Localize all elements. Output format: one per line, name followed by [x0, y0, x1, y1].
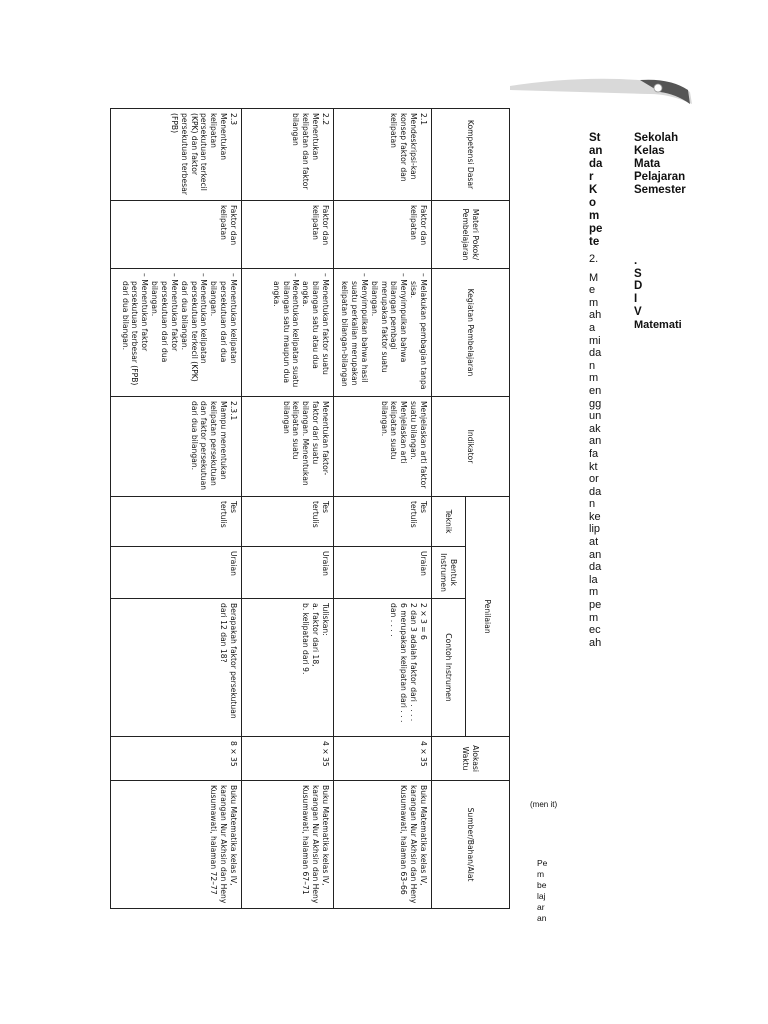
materi-cell: Faktor dan kelipatan	[111, 201, 242, 269]
pembelajaran-char: laj	[537, 891, 546, 901]
body-char: kt	[589, 460, 598, 473]
bentuk-cell: Uraian	[111, 547, 242, 599]
kd-number: 2.3	[229, 113, 238, 126]
kd-number: 2.2	[321, 113, 330, 126]
kd-cell	[111, 109, 242, 201]
kegiatan-item: – Melakukan pembagian tanpa sisa.	[408, 273, 428, 392]
header-kegiatan-pembelajaran: Kegiatan Pembelajaran	[432, 269, 510, 397]
kd-text: Mendeskripsi-kan konsep faktor dan kelipatan	[389, 113, 419, 182]
standar-number: 2.	[589, 253, 599, 265]
kegiatan-cell	[242, 269, 334, 397]
kegiatan-item: – Menentukan kelipatan persekutuan dari dua bilangan.	[208, 273, 238, 392]
body-char: m	[589, 372, 599, 385]
pembelajaran-vertical-text	[537, 858, 555, 924]
heading-char: St	[589, 132, 601, 144]
value-char: D	[634, 280, 643, 293]
body-char: or	[589, 473, 599, 486]
sumber-cell: Buku Matematika kelas IV, karangan Nur Akhsin dan Heny Kusumawati, halaman 72–77	[111, 781, 242, 909]
kegiatan-item: – Menentukan kelipatan persekutuan terkecil (KPK) dari dua bilangan.	[179, 273, 209, 392]
body-char: a	[589, 321, 596, 334]
heading-char: o	[589, 197, 597, 209]
header-contoh-instrumen: Contoh Instrumen	[432, 599, 466, 737]
pembelajaran-char: an	[537, 913, 547, 923]
indikator-cell	[111, 397, 242, 497]
header-sumber-bahan-alat: Sumber/Bahan/Alat	[432, 781, 510, 909]
pembelajaran-char: ar	[537, 902, 545, 912]
value-char: V	[634, 305, 642, 318]
sumber-cell: Buku Matematika kelas IV, karangan Nur Akhsin dan Heny Kusumawati, halaman 67–71	[242, 781, 334, 909]
value-char: S	[634, 267, 642, 280]
indikator-number: 2.3.1	[229, 401, 238, 421]
body-char: ah	[589, 636, 602, 649]
label-kelas: Kelas	[634, 145, 665, 157]
header-materi-pokok: Materi Pokok/ Pembelajaran	[432, 201, 510, 269]
contoh-cell: Berapakah faktor persekutuan dari 12 dan 18?	[111, 599, 242, 737]
table-row	[334, 109, 432, 909]
standar-kompetensi-heading	[589, 132, 609, 249]
heading-char: pe	[589, 223, 603, 235]
indikator-cell: Menjelaskan arti faktor suatu bilangan. Menjelaskan arti kelipatan suatu bilangan.	[334, 397, 432, 497]
alokasi-cell: 4 × 35	[242, 737, 334, 781]
standar-kompetensi-vertical-text	[589, 132, 609, 649]
heading-char: an	[589, 145, 603, 157]
body-char: ak	[589, 422, 601, 435]
materi-cell: Faktor dan kelipatan	[334, 201, 432, 269]
body-char: lip	[589, 523, 601, 536]
body-char: da	[589, 347, 602, 360]
body-char: mi	[589, 334, 601, 347]
body-char: an	[589, 548, 602, 561]
label-sekolah: Sekolah	[634, 132, 679, 144]
body-char: at	[589, 536, 599, 549]
teknik-cell: Tes tertulis	[334, 497, 432, 547]
body-char: ec	[589, 624, 601, 637]
kegiatan-item: – Menentukan faktor persekutuan dari dua bilangan.	[149, 273, 179, 392]
label-mata: Mata	[634, 158, 661, 170]
header-indikator: Indikator	[432, 397, 510, 497]
table-row	[242, 109, 334, 909]
standar-kompetensi-body	[589, 272, 609, 650]
label-pelajaran: Pelajaran	[634, 171, 686, 183]
alokasi-cell: 4 × 35	[334, 737, 432, 781]
body-char: en	[589, 384, 602, 397]
body-char: un	[589, 410, 602, 423]
bentuk-cell: Uraian	[334, 547, 432, 599]
value-char: .	[634, 255, 638, 267]
pembelajaran-char: m	[537, 869, 545, 879]
syllabus-table	[110, 108, 510, 909]
body-char: e	[589, 284, 596, 297]
kd-cell	[242, 109, 334, 201]
kegiatan-item: – Menentukan faktor suatu bilangan satu atau dua angka.	[300, 273, 330, 392]
body-char: n	[589, 498, 596, 511]
kegiatan-cell	[111, 269, 242, 397]
value-char: I	[634, 293, 638, 306]
body-char: an	[589, 435, 602, 448]
body-char: gg	[589, 397, 602, 410]
pembelajaran-char: be	[537, 880, 547, 890]
table-row	[111, 109, 242, 909]
pembelajaran-char: Pe	[537, 858, 548, 868]
contoh-cell: 2 × 3 = 6 2 dan 3 adalah faktor dari . . . . 6 merupakan kelipatan dari . . . dan . . . .	[334, 599, 432, 737]
alokasi-cell: 8 × 35	[111, 737, 242, 781]
kegiatan-item: – Menentukan faktor persekutuan terbesar (FPB) dari dua bilangan.	[120, 273, 150, 392]
indikator-text: Mampu menentukan kelipatan persekutuan dan faktor persekutuan dari dua bilangan.	[189, 401, 229, 491]
header-bentuk-instrumen: Bentuk Instrumen	[432, 547, 466, 599]
spacer	[634, 197, 744, 255]
contoh-cell: Tuliskan: a. faktor dari 18, b. kelipatan dari 9.	[242, 599, 334, 737]
body-char: da	[589, 485, 602, 498]
menit-label: (men it)	[530, 800, 558, 809]
header-kompetensi-dasar: Kompetensi Dasar	[432, 109, 510, 201]
kd-text: Menentukan kelipatan persekutuan terkecil (KPK) dan faktor persekutuan terbesar (FPB)	[169, 113, 229, 195]
body-char: pe	[589, 599, 602, 612]
heading-char: te	[589, 236, 600, 248]
decorative-swoosh-graphic	[500, 70, 700, 110]
header-teknik: Teknik	[432, 497, 466, 547]
heading-char: r	[589, 171, 594, 183]
kegiatan-item: – Menyimpulkan bahwa hasil suatu perkalian merupakan kelipatan bilangan-bilangan	[339, 273, 369, 392]
syllabus-table-rotated	[110, 108, 510, 908]
header-alokasi-waktu: Alokasi Waktu	[432, 737, 510, 781]
body-char: M	[589, 271, 599, 284]
body-char: fa	[589, 447, 599, 460]
body-char: da	[589, 561, 602, 574]
value-mata-pelajaran: Matemati	[634, 318, 682, 331]
kd-cell	[334, 109, 432, 201]
teknik-cell: Tes tertulis	[242, 497, 334, 547]
indikator-cell: Menentukan faktor-faktor dari suatu bilangan. Menentukan kelipatan suatu bilangan	[242, 397, 334, 497]
kegiatan-item: – Menyimpulkan bahwa bilangan pembagi merupakan faktor suatu bilangan.	[369, 273, 408, 392]
label-semester: Semester	[634, 184, 686, 196]
body-char: ke	[589, 510, 601, 523]
materi-cell: Faktor dan kelipatan	[242, 201, 334, 269]
kd-number: 2.1	[419, 113, 428, 126]
body-char: la	[589, 573, 598, 586]
kegiatan-item: – Menentukan kelipatan suatu bilangan satu maupun dua angka.	[271, 273, 301, 392]
kegiatan-cell	[334, 269, 432, 397]
kd-text: Menentukan kelipatan dan faktor bilangan	[291, 113, 321, 190]
body-char: m	[589, 586, 599, 599]
header-penilaian: Penilaian	[466, 497, 510, 737]
teknik-cell: Tes tertulis	[111, 497, 242, 547]
body-char: n	[589, 359, 596, 372]
heading-char: m	[589, 210, 600, 222]
identitas-vertical-text	[634, 132, 744, 331]
heading-char: da	[589, 158, 603, 170]
heading-char: K	[589, 184, 598, 196]
bentuk-cell: Uraian	[242, 547, 334, 599]
body-char: ah	[589, 309, 602, 322]
sumber-cell: Buku Matematika kelas IV, karangan Nur Akhsin dan Heny Kusumawati, halaman 63–66	[334, 781, 432, 909]
body-char: m	[589, 611, 599, 624]
body-char: m	[589, 296, 599, 309]
